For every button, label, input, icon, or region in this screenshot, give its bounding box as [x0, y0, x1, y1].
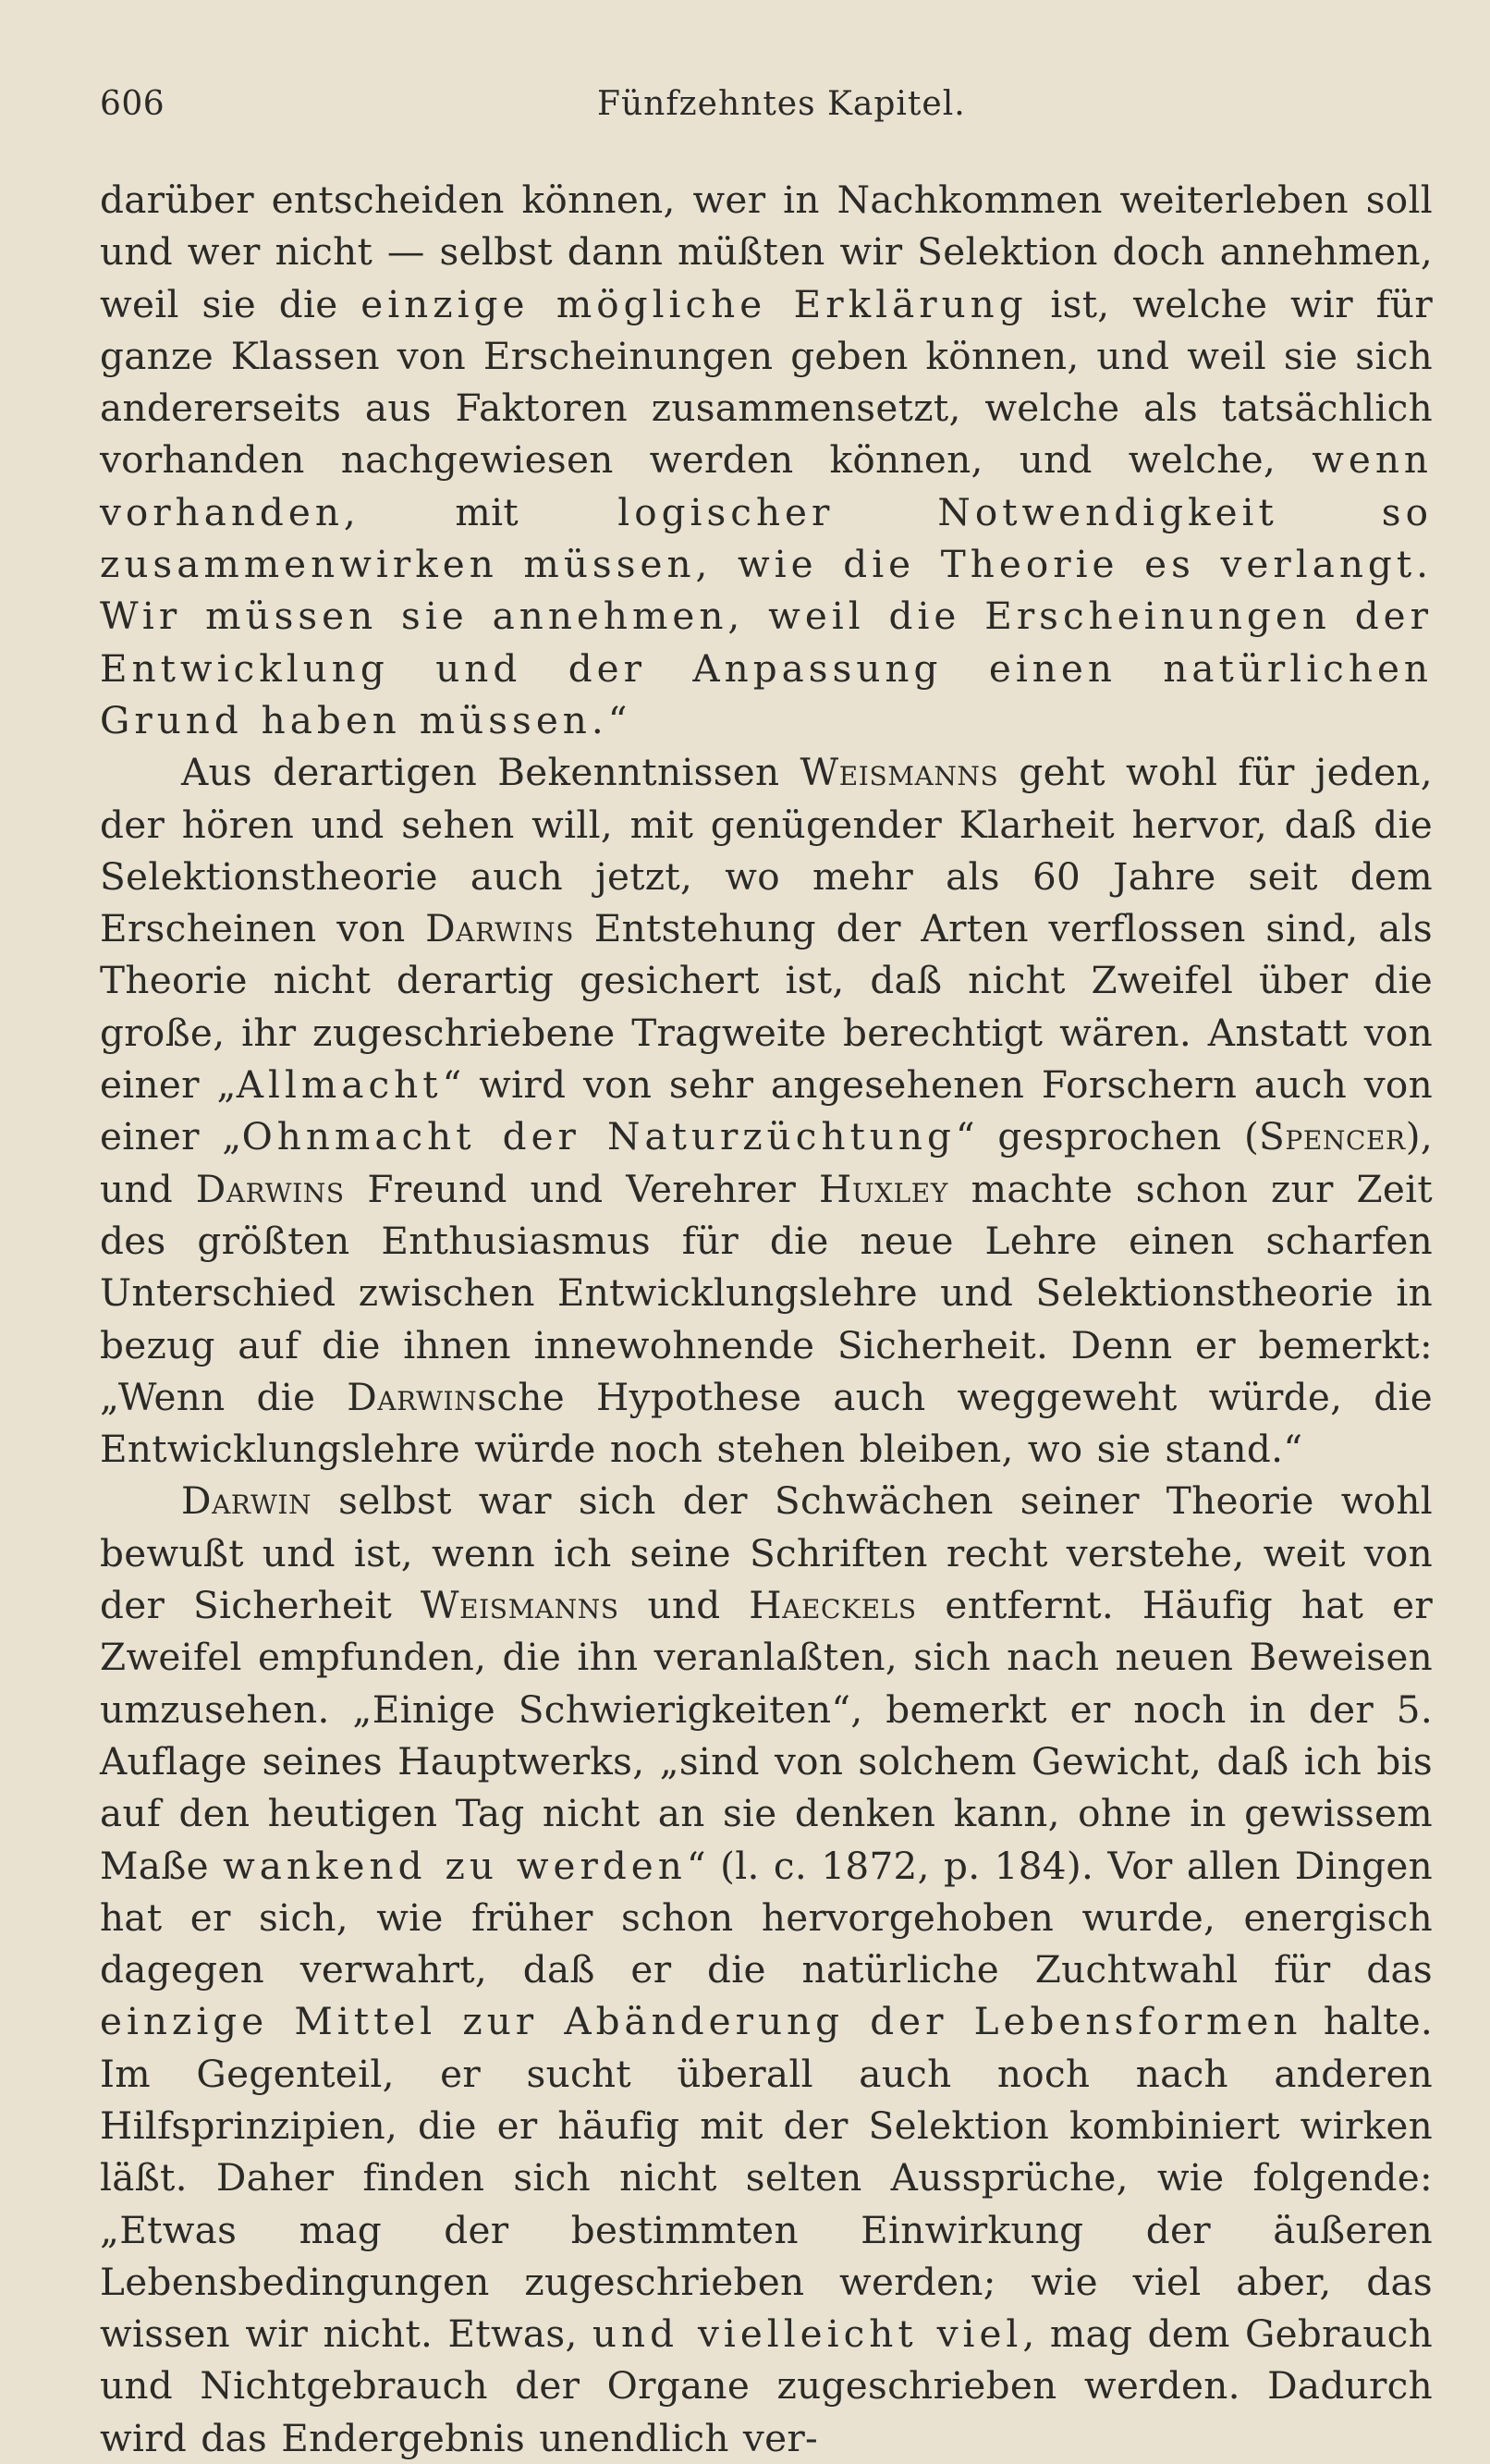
emphasis-spaced: einzige mögliche Erklärung — [360, 281, 1028, 326]
text-run: , mag dem Gebrauch und Nichtgebrauch der Organe zugeschrieben werden. Dadurch wird das Endergebnis unendlich ver- — [100, 2311, 1433, 2460]
paragraph — [100, 1475, 1433, 2464]
emphasis-spaced: einzige Mittel zur Abänderung der Lebensformen — [100, 1999, 1302, 2044]
running-head: Fünfzehntes Kapitel. — [597, 85, 966, 123]
emphasis-spaced: logischer Notwendigkeit so zusammenwirken müssen, wie die Theorie es verlangt. Wir müssen sie annehmen, weil die Erscheinungen der Entwicklung und der Anpassung einen natürlichen Grund haben müssen. — [100, 489, 1433, 742]
body-text — [100, 174, 1433, 2464]
text-run: “ — [607, 697, 628, 742]
emphasis-spaced: wenn vorhanden — [100, 437, 1433, 534]
paragraph — [100, 174, 1433, 746]
name-smallcaps: Weismanns — [420, 1583, 619, 1628]
text-run: ), und — [100, 1114, 1433, 1211]
name-smallcaps: Darwins — [425, 906, 575, 951]
emphasis-spaced: wankend zu werden — [223, 1843, 687, 1888]
name-smallcaps: Darwin — [347, 1374, 478, 1419]
text-run: und — [618, 1583, 750, 1628]
paragraph — [100, 746, 1433, 1475]
page-number: 606 — [100, 85, 165, 123]
name-smallcaps: Darwins — [195, 1166, 345, 1211]
text-run: machte schon zur Zeit des größten Enthusiasmus für die neue Lehre einen scharfen Unterschied zwischen Entwicklungslehre und Selektionstheorie in bezug auf die ihnen innewohnende Sicherheit. Denn er bemerkt: „Wenn die — [100, 1166, 1434, 1419]
text-run: halte. Im Gegenteil, er sucht überall auch noch nach anderen Hilfsprinzipien, die er häufig mit der Selektion kombiniert wirken läßt. Daher finden sich nicht selten Aussprüche, wie folgende: „Etwas mag der bestimmten Einwirkung der äußeren Lebensbedingungen zugeschrieben werden; wie viel aber, das wissen wir nicht. Etwas, — [100, 1999, 1434, 2357]
emphasis-spaced: und vielleicht viel — [592, 2311, 1023, 2357]
name-smallcaps: Darwin — [181, 1478, 312, 1524]
emphasis-spaced: Ohnmacht der Naturzüchtung — [241, 1114, 956, 1159]
emphasis-spaced: Allmacht — [236, 1062, 443, 1108]
text-run: ist, welche wir für ganze Klassen von Erscheinungen geben können, und weil sie sich andererseits aus Faktoren zusammensetzt, welche als tatsächlich vorhanden nachgewiesen werden können, und welche, — [100, 281, 1433, 483]
text-run: Freund und Verehrer — [344, 1166, 819, 1211]
text-run: “ (l. c. 1872, p. 184). Vor allen Dingen hat er sich, wie früher schon hervorgehoben wurde, energisch dagegen verwahrt, daß er die natürliche Zuchtwahl für das — [100, 1843, 1433, 1992]
text-run: , mit — [343, 489, 618, 534]
text-run: selbst war sich der Schwächen seiner Theorie wohl bewußt und ist, wenn ich seine Schriften recht verstehe, weit von der Sicherheit — [100, 1478, 1433, 1628]
page-header — [100, 76, 1433, 133]
text-run: geht wohl für jeden, der hören und sehen will, mit genügender Klarheit hervor, daß die Selektionstheorie auch jetzt, wo mehr als 60 Jahre seit dem Erscheinen von — [100, 750, 1433, 951]
text-run: darüber entscheiden können, wer in Nachkommen weiterleben soll und wer nicht — selbst dann müßten wir Selektion doch annehmen, weil sie die — [100, 178, 1433, 326]
text-run: Entstehung der Arten verflossen sind, als Theorie nicht derartig gesichert ist, daß nicht Zweifel über die große, ihr zugeschriebene Tragweite berechtigt wären. Anstatt von einer „ — [100, 906, 1434, 1108]
text-run: sche Hypothese auch weggeweht würde, die Entwicklungslehre würde noch stehen bleiben, wo sie stand.“ — [100, 1374, 1434, 1472]
name-smallcaps: Spencer — [1259, 1114, 1406, 1159]
text-run: Aus derartigen Bekenntnissen — [181, 750, 800, 795]
text-run: entfernt. Häufig hat er Zweifel empfunden, die ihn veranlaßten, sich nach neuen Beweisen umzusehen. „Einige Schwierigkeiten“, bemerkt er noch in der 5. Auflage seines Hauptwerks, „sind von solchem Gewicht, daß ich bis auf den heutigen Tag nicht an sie denken kann, ohne in gewissem Maße — [100, 1583, 1433, 1888]
name-smallcaps: Haeckels — [749, 1583, 917, 1628]
text-run: “ wird von sehr angesehenen Forschern auch von einer „ — [100, 1062, 1433, 1159]
name-smallcaps: Weismanns — [800, 750, 999, 795]
name-smallcaps: Huxley — [818, 1166, 948, 1211]
text-run: “ gesprochen ( — [955, 1114, 1260, 1159]
